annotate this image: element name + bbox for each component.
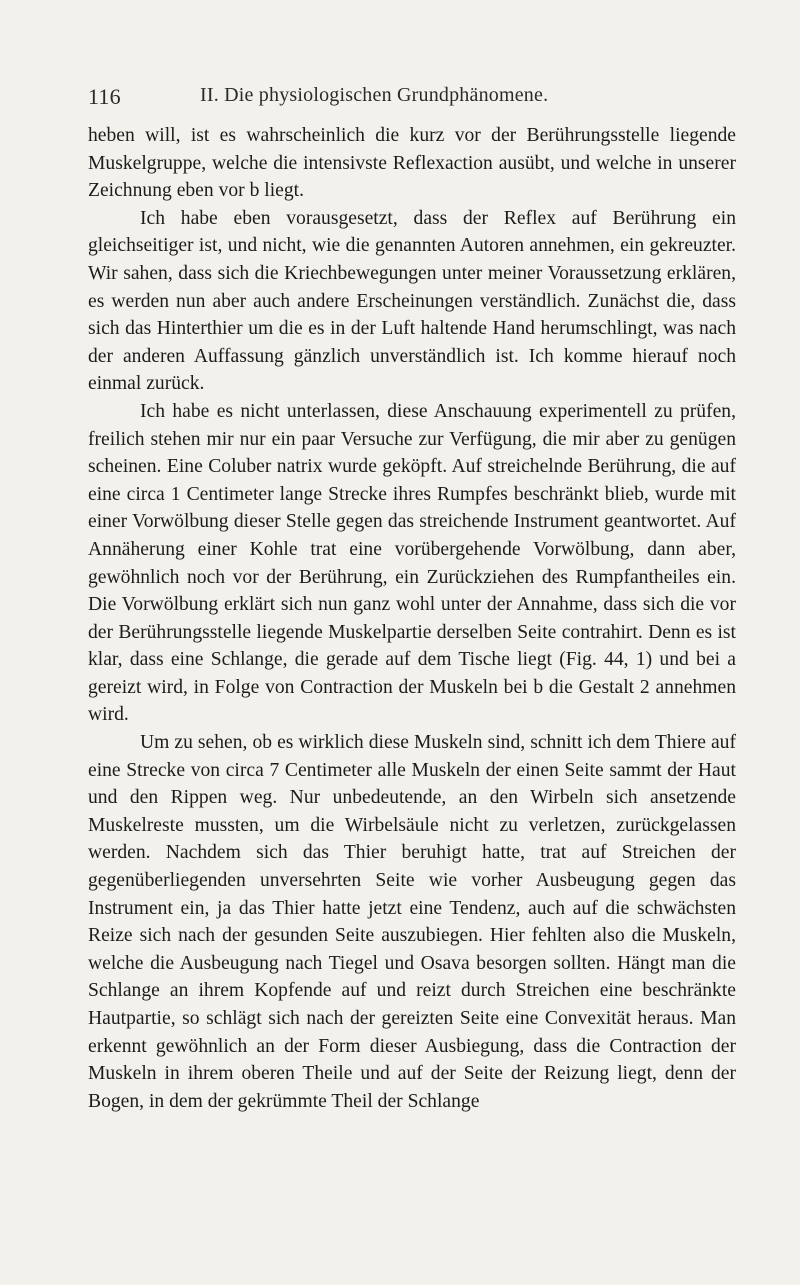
page-number: 116 xyxy=(88,84,121,109)
running-title: II. Die physiologischen Grundphänomene. xyxy=(200,84,549,106)
body-text xyxy=(88,122,736,1115)
paragraph: Ich habe eben vorausgesetzt, dass der Reflex auf Berührung ein gleichseitiger ist, und nicht, wie die genannten Autoren annehmen, ein gekreuzter. Wir sahen, dass sich die Kriechbewegungen unter meiner Voraussetzung erklären, es werden nun aber auch andere Erscheinungen verständlich. Zunächst die, dass sich das Hinterthier um die es in der Luft haltende Hand herumschlingt, was nach der anderen Auffassung gänzlich unverständlich ist. Ich komme hierauf noch einmal zurück. xyxy=(88,207,736,395)
paragraph: heben will, ist es wahrscheinlich die kurz vor der Berührungsstelle liegende Muskelgruppe, welche die intensivste Reflexaction ausübt, und welche in unserer Zeichnung eben vor b liegt. xyxy=(88,125,736,202)
paragraph: Um zu sehen, ob es wirklich diese Muskeln sind, schnitt ich dem Thiere auf eine Strecke von circa 7 Centimeter alle Muskeln der einen Seite sammt der Haut und den Rippen weg. Nur unbedeutende, an den Wirbeln sich ansetzende Muskelreste mussten, um die Wirbelsäule nicht zu verletzen, zurückgelassen werden. Nachdem sich das Thier beruhigt hatte, trat auf Streichen der gegenüberliegenden unversehrten Seite wie vorher Ausbeugung gegen das Instrument ein, ja das Thier hatte jetzt eine Tendenz, auch auf die schwächsten Reize sich nach der gesunden Seite auszubiegen. Hier fehlten also die Muskeln, welche die Ausbeugung nach Tiegel und Osava besorgen sollten. Hängt man die Schlange an ihrem Kopfende auf und reizt durch Streichen eine beschränkte Hautpartie, so schlägt sich nach der gereizten Seite eine Convexität heraus. Man erkennt gewöhnlich an der Form dieser Ausbiegung, dass die Contraction der Muskeln in ihrem oberen Theile und auf der Seite der Reizung liegt, denn der Bogen, in dem der gekrümmte Theil der Schlange xyxy=(88,732,736,1112)
paragraph: Ich habe es nicht unterlassen, diese Anschauung experimentell zu prüfen, freilich stehen mir nur ein paar Versuche zur Verfügung, die mir aber zu genügen scheinen. Eine Coluber natrix wurde geköpft. Auf streichelnde Berührung, die auf eine circa 1 Centimeter lange Strecke ihres Rumpfes beschränkt blieb, wurde mit einer Vorwölbung dieser Stelle gegen das streichende Instrument geantwortet. Auf Annäherung einer Kohle trat eine vorübergehende Vorwölbung, dann aber, gewöhnlich noch vor der Berührung, ein Zurückziehen des Rumpfantheiles ein. Die Vorwölbung erklärt sich nun ganz wohl unter der Annahme, dass sich die vor der Berührungsstelle liegende Muskelpartie derselben Seite contrahirt. Denn es ist klar, dass eine Schlange, die gerade auf dem Tische liegt (Fig. 44, 1) und bei a gereizt wird, in Folge von Contraction der Muskeln bei b die Gestalt 2 annehmen wird. xyxy=(88,400,736,726)
